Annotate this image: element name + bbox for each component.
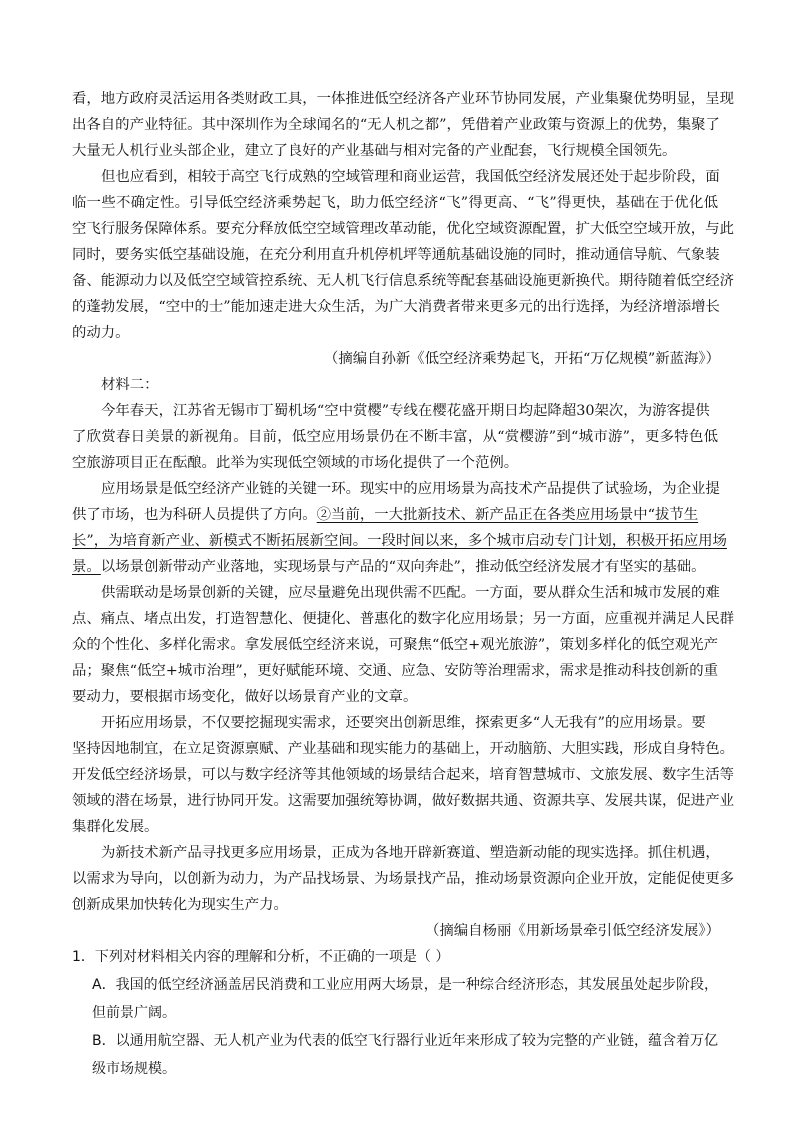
option-b: 级市场规模。 [92,1061,176,1077]
text-line: 但也应看到，相较于高空飞行成熟的空域管理和商业运营，我国低空经济发展还处于起步阶段，面 [101,169,720,185]
text-line: 空旅游项目正在酝酿。此举为实现低空领域的市场化提供了一个范例。 [72,455,519,471]
text-line: 今年春天，江苏省无锡市丁蜀机场“空中赏樱”专线在樱花盛开期日均起降超30架次，为游客提供 [101,403,710,419]
text-line: 坚持因地制宜，在立足资源禀赋、产业基础和现实能力的基础上，开动脑筋、大胆实践，形成自身特色。 [72,741,734,757]
text-plain: 供了市场，也为科研人员提供了方向。 [72,507,317,523]
section-heading: 材料二： [101,377,159,393]
text-line: 应用场景是低空经济产业链的关键一环。现实中的应用场景为高技术产品提供了试验场，为企业提 [101,481,720,497]
text-line: 了欣赏春日美景的新视角。目前，低空应用场景仍在不断丰富，从“赏樱游”到“城市游”，更多特色低 [72,429,718,445]
text-line: 的动力。 [72,325,130,341]
question-stem: 1．下列对材料相关内容的理解和分析，不正确的一项是（ ） [72,949,450,965]
text-line: 的蓬勃发展，“空中的士”能加速走进大众生活，为广大消费者带来更多元的出行选择，为经济增添增长 [72,299,720,315]
text-line: 备、能源动力以及低空空域管控系统、无人机飞行信息系统等配套基础设施更新换代。期待随着低空经济 [72,273,734,289]
text-line: 集群化发展。 [72,819,159,835]
text-line: 品；聚焦“低空+城市治理”，更好赋能环境、交通、应急、安防等治理需求，需求是推动科技创新的重 [72,663,718,679]
underlined-sentence: ②当前，一大批新技术、新产品正在各类应用场景中“拔节生 [316,507,699,523]
underlined-sentence: 景。 [72,559,101,575]
text-line: 供需联动是场景创新的关键，应尽量避免出现供需不匹配。一方面，要从群众生活和城市发展的难 [101,585,720,601]
text-line: 以需求为导向，以创新为动力，为产品找场景、为场景找产品，推动场景资源向企业开放，定能促使更多 [72,871,734,887]
text-line: 出各自的产业特征。其中深圳作为全球闻名的“无人机之都”，凭借着产业政策与资源上的优势，集聚了 [72,117,720,133]
text-line: 空飞行服务保障体系。要充分释放低空空域管理改革动能，优化空域资源配置，扩大低空空域开放，与此 [72,221,734,237]
text-line: 看，地方政府灵活运用各类财政工具，一体推进低空经济各产业环节协同发展，产业集聚优势明显，呈现 [72,91,734,107]
text-line: 领域的潜在场景，进行协同开发。这需要加强统筹协调，做好数据共通、资源共享、发展共谋，促进产业 [72,793,734,809]
text-line: 创新成果加快转化为现实生产力。 [72,897,288,913]
text-line: 大量无人机行业头部企业，建立了良好的产业基础与相对完备的产业配套，飞行规模全国领先。 [72,143,677,159]
option-a: 但前景广阔。 [92,1005,176,1021]
source-citation: （摘编自孙新《低空经济乘势起飞，开拓“万亿规模”新蓝海》） [323,351,720,367]
text-line [72,504,698,526]
text-line: 开发低空经济场景，可以与数字经济等其他领域的场景结合起来，培育智慧城市、文旅发展、数字生活等 [72,767,734,783]
text-line: 同时，要务实低空基础设施，在充分利用直升机停机坪等通航基础设施的同时，推动通信导航、气象装 [72,247,720,263]
text-line: 为新技术新产品寻找更多应用场景，正成为各地开辟新赛道、塑造新动能的现实选择。抓住机遇， [101,845,720,861]
text-line: 众的个性化、多样化需求。拿发展低空经济来说，可聚焦“低空+观光旅游”，策划多样化的低空观光产 [72,637,718,653]
text-line: 要动力，要根据市场变化，做好以场景育产业的文章。 [72,689,418,705]
underlined-sentence: 长”，为培育新产业、新模式不断拓展新空间。一段时间以来，多个城市启动专门计划，积极开拓应用场 [72,533,727,549]
option-b: B．以通用航空器、无人机产业为代表的低空飞行器行业近年来形成了较为完整的产业链，蕴含着万亿 [92,1033,718,1049]
source-citation: （摘编自杨丽《用新场景牵引低空经济发展》） [424,923,720,939]
text-line [72,556,706,578]
text-plain: 以场景创新带动产业落地，实现场景与产品的“双向奔赴”，推动低空经济发展才有坚实的基础。 [100,559,706,575]
option-a: A．我国的低空经济涵盖居民消费和工业应用两大场景，是一种综合经济形态，其发展虽处起步阶段， [92,977,718,993]
text-line: 临一些不确定性。引导低空经济乘势起飞，助力低空经济“飞”得更高、“飞”得更快，基础在于优化低 [72,195,718,211]
text-line: 开拓应用场景，不仅要挖掘现实需求，还要突出创新思维，探索更多“人无我有”的应用场景。要 [101,715,706,731]
text-line: 点、痛点、堵点出发，打造智慧化、便捷化、普惠化的数字化应用场景；另一方面，应重视并满足人民群 [72,611,734,627]
